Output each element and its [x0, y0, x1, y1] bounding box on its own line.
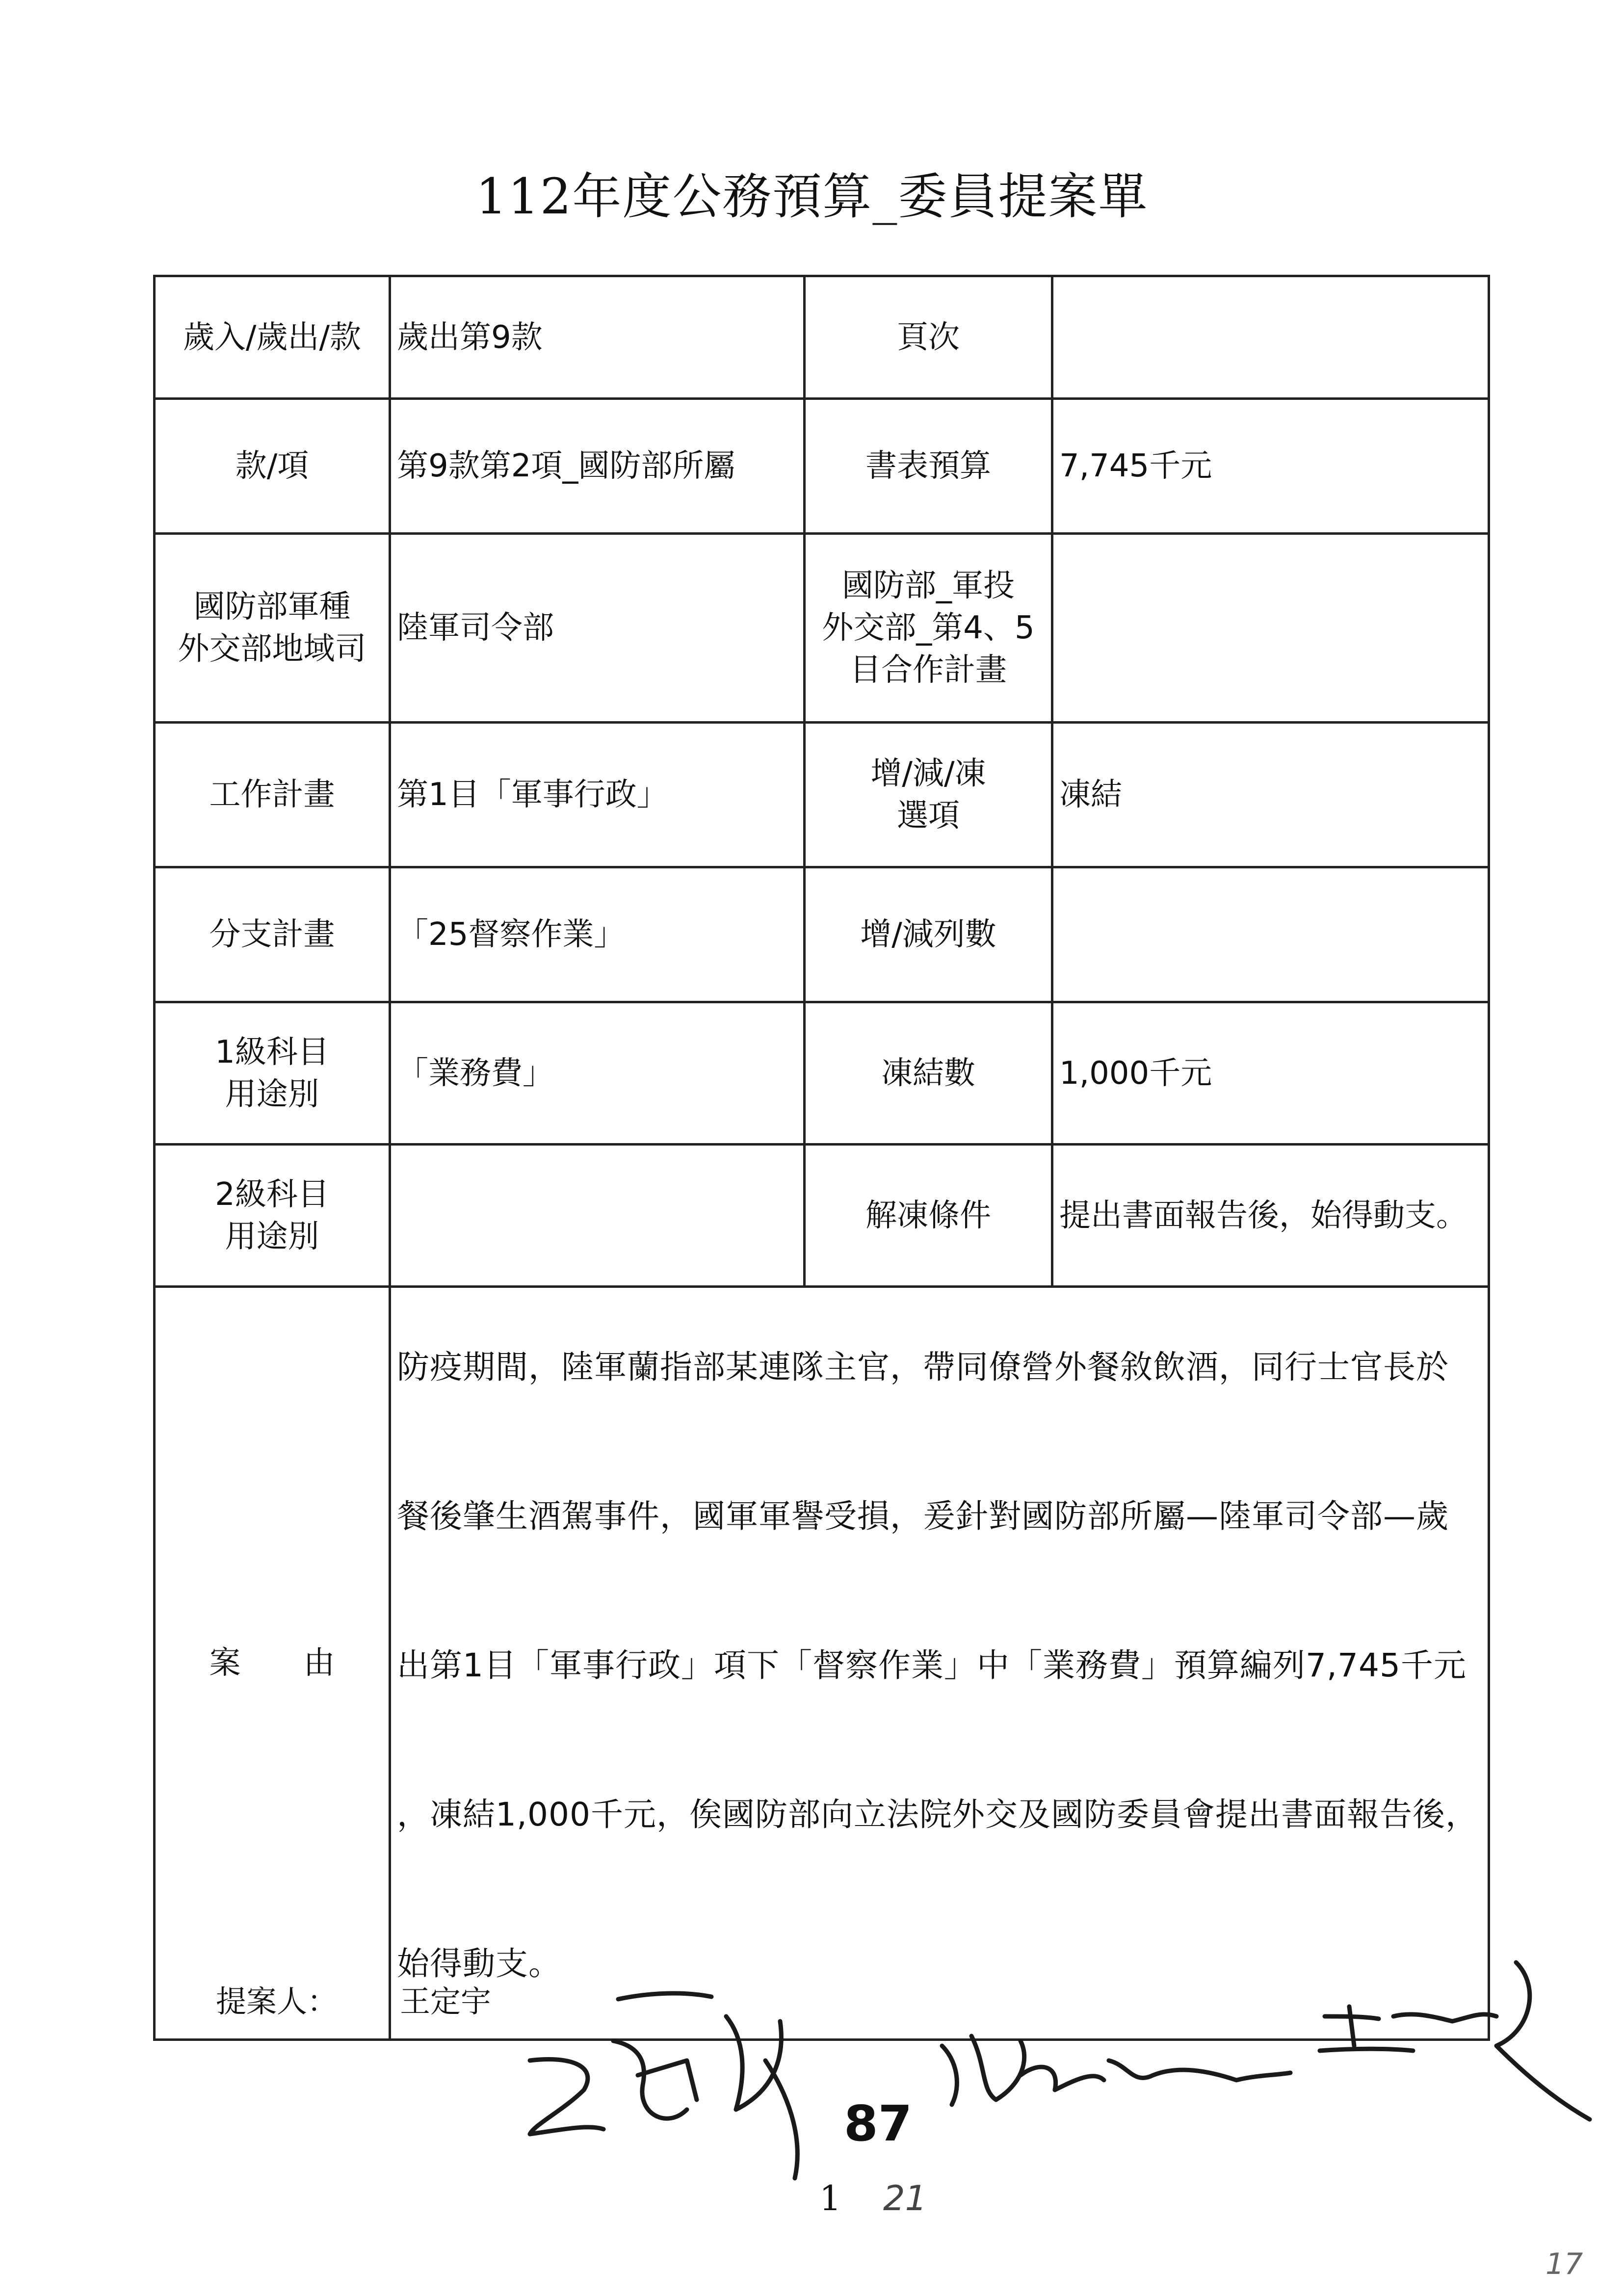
reason-line-4: ，凍結1,000千元，俟國防部向立法院外交及國防委員會提出書面報告後， — [397, 1796, 1478, 1833]
document-title: 112年度公務預算_委員提案單 — [475, 168, 1149, 225]
budget-value: 7,745千元 — [1052, 399, 1489, 534]
freeze-amount-value: 1,000千元 — [1052, 1002, 1489, 1145]
reason-line-5: 始得動支。 — [397, 1945, 561, 1983]
level2-label-line1: 2級科目 — [215, 1176, 329, 1213]
handwritten-number: 87 — [844, 2095, 913, 2152]
level1-value: 「業務費」 — [390, 1002, 805, 1145]
signature-2 — [942, 2036, 1290, 2105]
coop-label-line1: 國防部_軍投 — [842, 568, 1015, 604]
level1-label-line1: 1級科目 — [215, 1034, 329, 1070]
revenue-expense-value: 歲出第9款 — [390, 276, 805, 399]
level1-label-line2: 用途別 — [225, 1076, 319, 1113]
reason-label: 案 由 — [155, 1287, 390, 2040]
option-value: 凍結 — [1052, 723, 1489, 867]
handwritten-page-note: 21 — [883, 2178, 927, 2218]
unfreeze-label: 解凍條件 — [805, 1145, 1052, 1287]
agency-label-line2: 外交部地域司 — [178, 631, 367, 667]
page-label: 頁次 — [805, 276, 1052, 399]
branch-plan-label: 分支計畫 — [155, 867, 390, 1002]
budget-label: 書表預算 — [805, 399, 1052, 534]
signature-3 — [1320, 1962, 1590, 2119]
work-plan-label: 工作計畫 — [155, 723, 390, 867]
coop-label-line3: 目合作計畫 — [850, 652, 1007, 688]
change-amount-label: 增/減列數 — [805, 867, 1052, 1002]
coop-label-line2: 外交部_第4、5 — [822, 610, 1035, 646]
page-number: 1 — [819, 2178, 841, 2218]
freeze-amount-label: 凍結數 — [805, 1002, 1052, 1145]
agency-value: 陸軍司令部 — [390, 534, 805, 723]
signature-1 — [530, 1993, 797, 2178]
revenue-expense-label: 歲入/歲出/款 — [155, 276, 390, 399]
proposer-label: 提案人： — [216, 1983, 338, 2019]
work-plan-value: 第1目「軍事行政」 — [390, 723, 805, 867]
reason-line-2: 餐後肇生酒駕事件，國軍軍譽受損，爰針對國防部所屬—陸軍司令部—歲 — [397, 1497, 1449, 1535]
option-label-line1: 增/減/凍 — [870, 756, 986, 792]
item-label: 款/項 — [155, 399, 390, 534]
corner-note: 17 — [1545, 2247, 1583, 2281]
reason-line-1: 防疫期間，陸軍蘭指部某連隊主官，帶同僚營外餐敘飲酒，同行士官長於 — [397, 1348, 1449, 1386]
reason-line-3: 出第1目「軍事行政」項下「督察作業」中「業務費」預算編列7,745千元 — [397, 1646, 1467, 1684]
unfreeze-value: 提出書面報告後，始得動支。 — [1052, 1145, 1489, 1287]
option-label-line2: 選項 — [897, 798, 960, 834]
proposer-name: 王定宇 — [400, 1983, 492, 2019]
agency-label-line1: 國防部軍種 — [193, 589, 351, 625]
branch-plan-value: 「25督察作業」 — [390, 867, 805, 1002]
level2-label-line2: 用途別 — [225, 1218, 319, 1255]
item-value: 第9款第2項_國防部所屬 — [390, 399, 805, 534]
